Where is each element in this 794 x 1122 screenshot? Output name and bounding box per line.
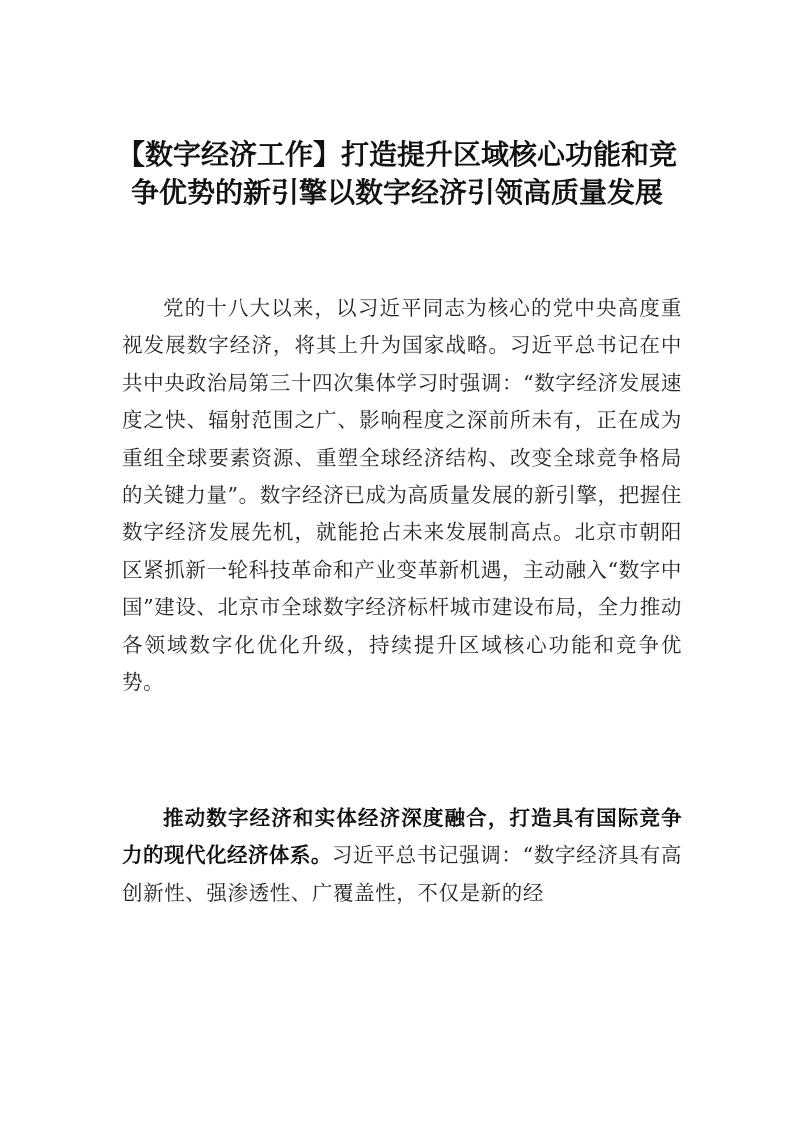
paragraph-digital-real-economy [122,800,682,912]
paragraph-body-text: 习近平总书记强调：“数字经济具有高创新性、强渗透性、广覆盖性，不仅是新的经 [122,843,682,905]
paragraph-intro [122,290,682,701]
document-title: 【数字经济工作】打造提升区域核心功能和竞争优势的新引擎以数字经济引领高质量发展 [116,138,677,209]
paragraph-lead-heading: 推动数字经济和实体经济深度融合，打造具有国际竞争力的现代化经济体系。 [122,806,682,868]
paragraph-intro-text: 党的十八大以来，以习近平同志为核心的党中央高度重视发展数字经济，将其上升为国家战略。习近平总书记在中共中央政治局第三十四次集体学习时强调：“数字经济发展速度之快、辐射范围之广、影响程度之深前所未有，正在成为重组全球要素资源、重塑全球经济结构、改变全球竞争格局的关键力量”。数字经济已成为高质量发展的新引擎，把握住数字经济发展先机，就能抢占未来发展制高点。北京市朝阳区紧抓新一轮科技革命和产业变革新机遇，主动融入“数字中国”建设、北京市全球数字经济标杆城市建设布局，全力推动各领域数字化优化升级，持续提升区域核心功能和竞争优势。 [122,296,682,695]
